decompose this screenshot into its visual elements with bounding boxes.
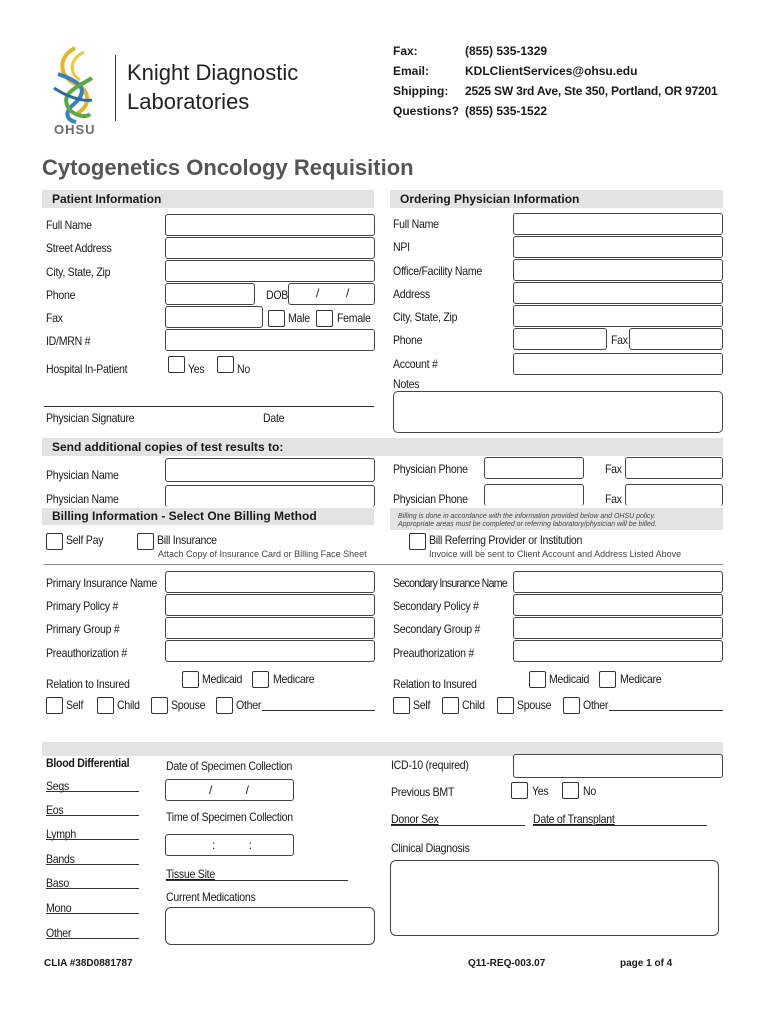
footer-clia: CLIA #38D0881787 [44, 958, 133, 969]
donor-sex-line[interactable] [391, 825, 525, 826]
blood-differential-label: Blood Differential [46, 756, 130, 770]
cell-baso-line[interactable] [46, 888, 139, 889]
patient-city-field[interactable] [165, 260, 375, 282]
contact-questions-label: Questions? [393, 104, 460, 118]
bill-insurance-checkbox[interactable] [137, 533, 154, 550]
patient-street-field[interactable] [165, 237, 375, 259]
billing-divider [44, 564, 723, 565]
signature-date-label: Date [263, 411, 285, 425]
primary-group-label: Primary Group # [46, 622, 120, 636]
billing-heading: Billing Information - Select One Billing Method [52, 509, 317, 523]
medicaid-label: Medicaid [202, 672, 243, 686]
cell-bands-line[interactable] [46, 864, 139, 865]
collection-time-label: Time of Specimen Collection [166, 810, 293, 824]
copy1-phone-field[interactable] [484, 457, 584, 479]
child2-label: Child [462, 698, 485, 712]
physician-npi-label: NPI [393, 240, 410, 254]
collection-time-separators: : : [212, 838, 253, 852]
physician-info-heading: Ordering Physician Information [400, 192, 580, 206]
billing-note-line1: Billing is done in accordance with the information provided below and OHSU policy. [398, 513, 656, 520]
patient-id-field[interactable] [165, 329, 375, 351]
bmt-no-checkbox[interactable] [562, 782, 579, 799]
spouse-label: Spouse [171, 698, 206, 712]
cell-mono-line[interactable] [46, 913, 139, 914]
inpatient-no-checkbox[interactable] [217, 356, 234, 373]
male-checkbox[interactable] [268, 310, 285, 327]
physician-facility-field[interactable] [513, 259, 723, 281]
other-label: Other [236, 698, 262, 712]
patient-street-label: Street Address [46, 241, 112, 255]
cell-segs-line[interactable] [46, 791, 139, 792]
copy2-fax-field[interactable] [625, 484, 723, 506]
icd10-field[interactable] [513, 754, 723, 778]
transplant-date-label: Date of Transplant [533, 812, 615, 826]
physician-city-label: City, State, Zip [393, 310, 458, 324]
bmt-no-label: No [583, 784, 596, 798]
previous-bmt-label: Previous BMT [391, 785, 455, 799]
bmt-yes-label: Yes [532, 784, 549, 798]
logo-text: OHSU [54, 122, 96, 137]
secondary-group-label: Secondary Group # [393, 622, 481, 636]
collection-date-label: Date of Specimen Collection [166, 759, 293, 773]
child-label: Child [117, 698, 140, 712]
physician-city-field[interactable] [513, 305, 723, 327]
self-pay-label: Self Pay [66, 533, 104, 547]
donor-sex-label: Donor Sex [391, 812, 439, 826]
medicare-label: Medicare [273, 672, 315, 686]
patient-dob-separators: / / [316, 286, 350, 300]
clinical-diagnosis-label: Clinical Diagnosis [391, 841, 470, 855]
cell-mono-label: Mono [46, 901, 72, 915]
patient-id-label: ID/MRN # [46, 334, 91, 348]
patient-city-label: City, State, Zip [46, 265, 111, 279]
footer-form-id: Q11-REQ-003.07 [468, 958, 546, 969]
cell-segs-label: Segs [46, 779, 70, 793]
cell-eos-line[interactable] [46, 815, 139, 816]
cell-eos-label: Eos [46, 803, 64, 817]
cell-lymph-label: Lymph [46, 827, 76, 841]
male-label: Male [288, 311, 310, 325]
self-label: Self [66, 698, 84, 712]
copy1-phone-label: Physician Phone [393, 462, 468, 476]
physician-full-name-field[interactable] [513, 213, 723, 235]
patient-phone-label: Phone [46, 288, 76, 302]
bill-referring-checkbox[interactable] [409, 533, 426, 550]
copy1-fax-label: Fax [605, 462, 622, 476]
bill-referring-note: Invoice will be sent to Client Account and Address Listed Above [429, 549, 682, 559]
ohsu-logo [46, 44, 104, 136]
contact-shipping-value: 2525 SW 3rd Ave, Ste 350, Portland, OR 97201 [465, 84, 718, 98]
relation2-label: Relation to Insured [393, 677, 477, 691]
physician-notes-label: Notes [393, 377, 420, 391]
physician-account-label: Account # [393, 357, 438, 371]
primary-insurance-field[interactable] [165, 571, 375, 593]
inpatient-yes-checkbox[interactable] [168, 356, 185, 373]
primary-group-field[interactable] [165, 617, 375, 639]
contact-fax-value: (855) 535-1329 [465, 44, 548, 58]
cell-bands-label: Bands [46, 852, 75, 866]
bmt-yes-checkbox[interactable] [511, 782, 528, 799]
copy2-fax-label: Fax [605, 492, 622, 506]
contact-email-value[interactable]: KDLClientServices@ohsu.edu [465, 64, 638, 78]
collection-date-separators: / / [209, 783, 250, 797]
child-checkbox[interactable] [97, 697, 114, 714]
physician-fax-field[interactable] [629, 328, 723, 350]
inpatient-label: Hospital In-Patient [46, 362, 128, 376]
other-line[interactable] [262, 710, 375, 711]
copies-heading: Send additional copies of test results to: [52, 440, 284, 454]
tissue-site-line[interactable] [166, 880, 348, 881]
self-pay-checkbox[interactable] [46, 533, 63, 550]
medications-field[interactable] [165, 907, 375, 945]
physician-address-field[interactable] [513, 282, 723, 304]
physician-npi-field[interactable] [513, 236, 723, 258]
physician-notes-field[interactable] [393, 391, 723, 433]
medicaid2-checkbox[interactable] [529, 671, 546, 688]
copy2-name-label: Physician Name [46, 492, 119, 506]
bill-referring-label: Bill Referring Provider or Institution [429, 533, 583, 547]
transplant-date-line[interactable] [533, 825, 707, 826]
contact-questions-value: (855) 535-1522 [465, 104, 548, 118]
inpatient-yes-label: Yes [188, 362, 205, 376]
bill-insurance-note: Attach Copy of Insurance Card or Billing Face Sheet [158, 549, 367, 559]
physician-address-label: Address [393, 287, 430, 301]
female-checkbox[interactable] [316, 310, 333, 327]
medicaid2-label: Medicaid [549, 672, 590, 686]
primary-policy-label: Primary Policy # [46, 599, 119, 613]
secondary-policy-label: Secondary Policy # [393, 599, 479, 613]
spouse-checkbox[interactable] [151, 697, 168, 714]
other2-line[interactable] [609, 710, 723, 711]
relation-label: Relation to Insured [46, 677, 130, 691]
secondary-policy-field[interactable] [513, 594, 723, 616]
secondary-insurance-label: Secondary Insurance Name [393, 576, 508, 590]
page-title: Cytogenetics Oncology Requisition [42, 155, 414, 180]
other-checkbox[interactable] [216, 697, 233, 714]
self-checkbox[interactable] [46, 697, 63, 714]
spouse2-label: Spouse [517, 698, 552, 712]
org-name-line1: Knight Diagnostic [127, 60, 299, 85]
physician-full-name-label: Full Name [393, 217, 439, 231]
physician-phone-label: Phone [393, 333, 423, 347]
preauth-label: Preauthorization # [46, 646, 127, 660]
cell-other-label: Other [46, 926, 72, 940]
logo-divider [115, 55, 116, 121]
contact-fax-label: Fax: [393, 44, 418, 58]
other2-checkbox[interactable] [563, 697, 580, 714]
patient-dob-label: DOB [266, 288, 289, 302]
patient-fax-field[interactable] [165, 306, 263, 328]
copy2-phone-field[interactable] [484, 484, 584, 506]
org-name-line2: Laboratories [127, 89, 250, 114]
physician-phone-field[interactable] [513, 328, 607, 350]
cell-lymph-line[interactable] [46, 839, 139, 840]
cell-baso-label: Baso [46, 876, 70, 890]
medicare2-label: Medicare [620, 672, 662, 686]
contact-email-label: Email: [393, 64, 430, 78]
billing-note-line2: Appropriate areas must be completed or referring laboratory/physician will be billed. [398, 521, 657, 528]
cell-other-line[interactable] [46, 938, 139, 939]
copy2-name-field[interactable] [165, 485, 375, 507]
clinical-diagnosis-field[interactable] [390, 860, 719, 936]
signature-label: Physician Signature [46, 411, 135, 425]
spouse2-checkbox[interactable] [497, 697, 514, 714]
self2-label: Self [413, 698, 431, 712]
copy1-fax-field[interactable] [625, 457, 723, 479]
primary-insurance-label: Primary Insurance Name [46, 576, 157, 590]
patient-phone-field[interactable] [165, 283, 255, 305]
copy2-phone-label: Physician Phone [393, 492, 468, 506]
patient-fax-label: Fax [46, 311, 63, 325]
patient-info-heading: Patient Information [52, 192, 162, 206]
preauth2-field[interactable] [513, 640, 723, 662]
medicare-checkbox[interactable] [252, 671, 269, 688]
preauth-field[interactable] [165, 640, 375, 662]
other2-label: Other [583, 698, 609, 712]
medicaid-checkbox[interactable] [182, 671, 199, 688]
bill-insurance-label: Bill Insurance [157, 533, 217, 547]
patient-full-name-label: Full Name [46, 218, 92, 232]
copy1-name-label: Physician Name [46, 468, 119, 482]
footer-page: page 1 of 4 [620, 958, 673, 969]
female-label: Female [337, 311, 371, 325]
icd10-label: ICD-10 (required) [391, 758, 469, 772]
patient-full-name-field[interactable] [165, 214, 375, 236]
physician-facility-label: Office/Facility Name [393, 264, 483, 278]
signature-line[interactable] [44, 406, 374, 407]
self2-checkbox[interactable] [393, 697, 410, 714]
secondary-group-field[interactable] [513, 617, 723, 639]
secondary-insurance-field[interactable] [513, 571, 723, 593]
contact-shipping-label: Shipping: [393, 84, 449, 98]
child2-checkbox[interactable] [442, 697, 459, 714]
preauth2-label: Preauthorization # [393, 646, 474, 660]
tissue-site-label: Tissue Site [166, 867, 215, 881]
inpatient-no-label: No [237, 362, 250, 376]
medicare2-checkbox[interactable] [599, 671, 616, 688]
copy1-name-field[interactable] [165, 458, 375, 482]
physician-account-field[interactable] [513, 353, 723, 375]
medications-label: Current Medications [166, 890, 256, 904]
physician-fax-label: Fax [611, 333, 628, 347]
primary-policy-field[interactable] [165, 594, 375, 616]
